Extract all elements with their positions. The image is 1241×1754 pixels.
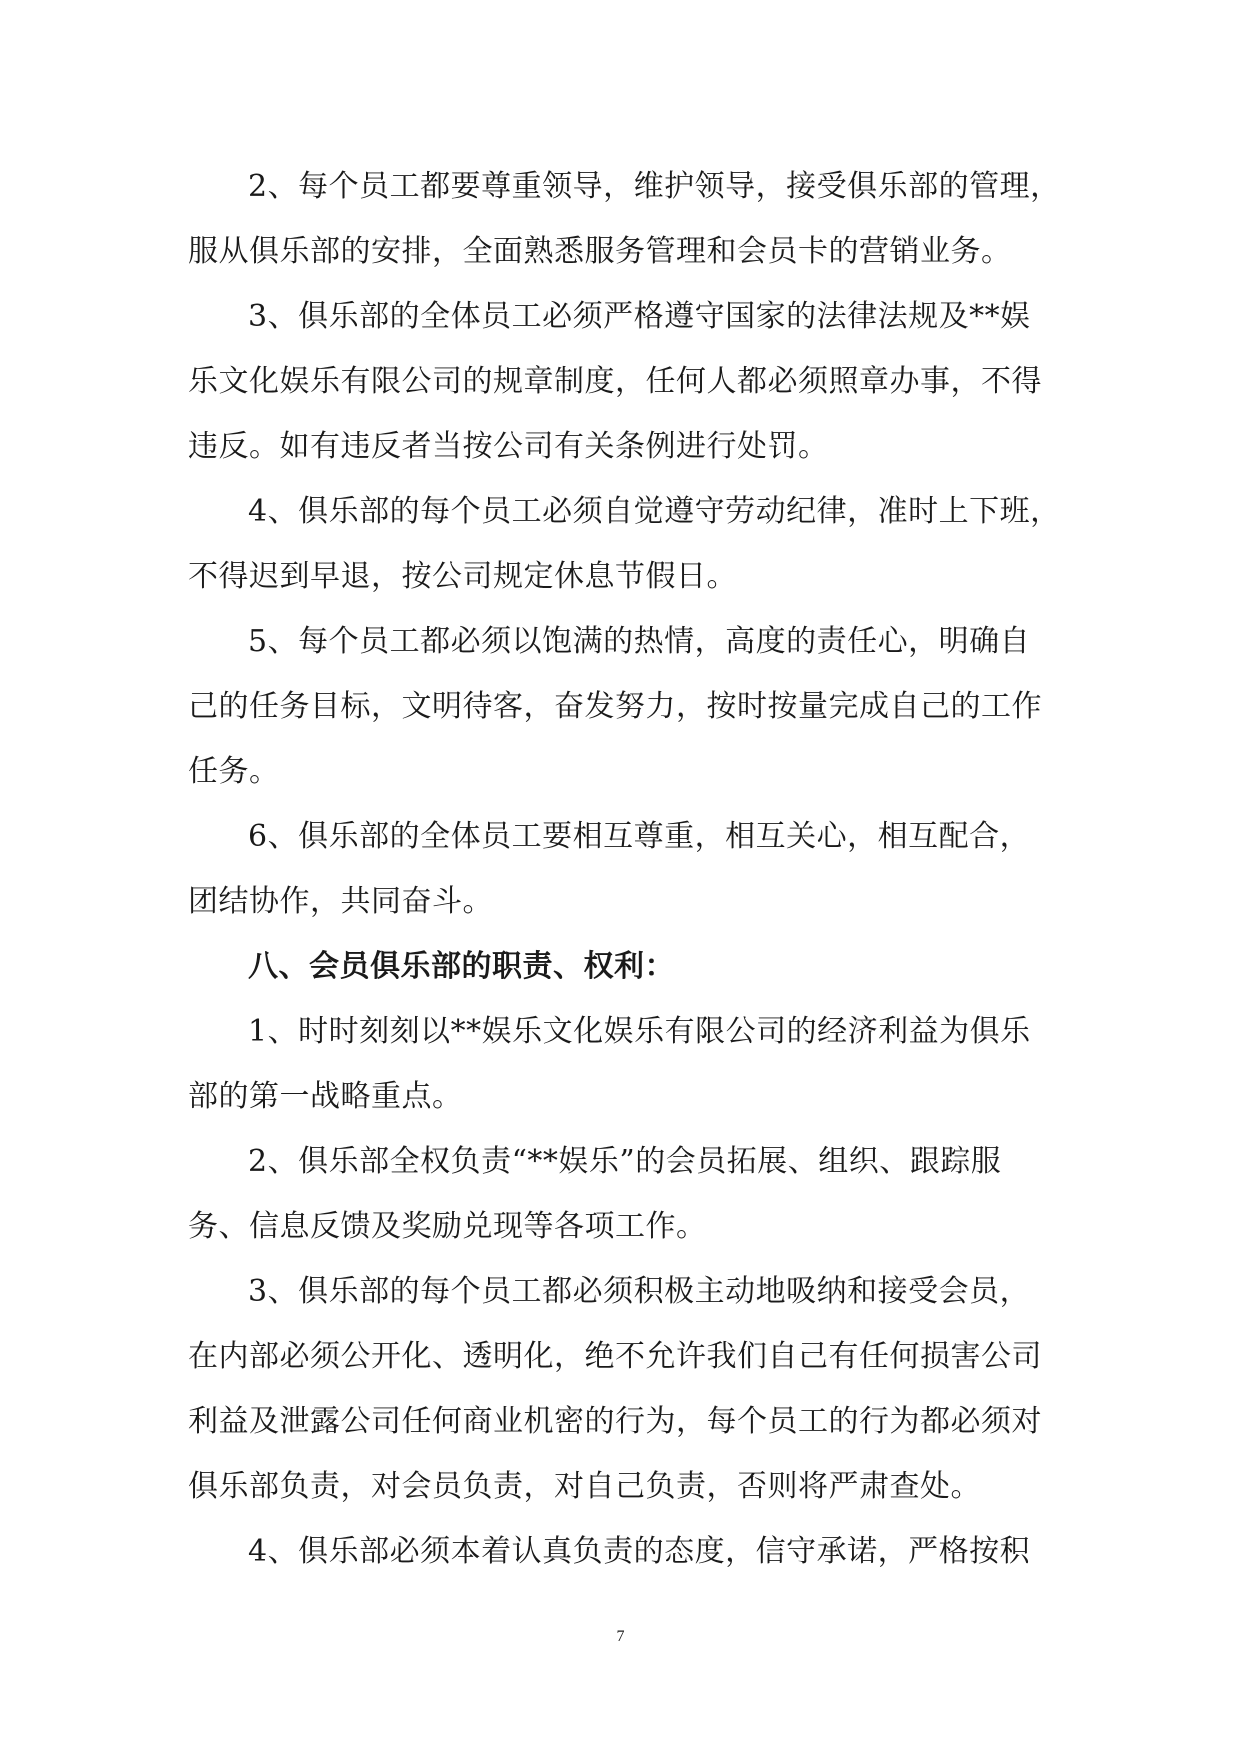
text-line: 不得迟到早退，按公司规定休息节假日。 xyxy=(188,559,737,594)
text-line: 己的任务目标，文明待客，奋发努力，按时按量完成自己的工作 xyxy=(188,689,1042,724)
text-line: 利益及泄露公司任何商业机密的行为，每个员工的行为都必须对 xyxy=(188,1404,1042,1439)
text-line: 2、每个员工都要尊重领导，维护领导，接受俱乐部的管理， xyxy=(248,169,1061,204)
text-line: 部的第一战略重点。 xyxy=(188,1079,463,1114)
page-number: 7 xyxy=(616,1628,625,1645)
text-line: 违反。如有违反者当按公司有关条例进行处罚。 xyxy=(188,429,829,464)
body-text xyxy=(188,154,1061,1584)
text-line: 在内部必须公开化、透明化，绝不允许我们自己有任何损害公司 xyxy=(188,1339,1042,1374)
text-line: 务、信息反馈及奖励兑现等各项工作。 xyxy=(188,1209,707,1244)
text-line: 2、俱乐部全权负责“**娱乐”的会员拓展、组织、跟踪服 xyxy=(248,1144,1002,1179)
text-line: 6、俱乐部的全体员工要相互尊重，相互关心，相互配合， xyxy=(248,819,1031,854)
text-line: 乐文化娱乐有限公司的规章制度，任何人都必须照章办事，不得 xyxy=(188,364,1042,399)
section-heading: 八、会员俱乐部的职责、权利： xyxy=(248,949,675,984)
text-line: 4、俱乐部的每个员工必须自觉遵守劳动纪律，准时上下班， xyxy=(248,494,1061,529)
text-line: 俱乐部负责，对会员负责，对自己负责，否则将严肃查处。 xyxy=(188,1469,981,1504)
text-line: 任务。 xyxy=(188,754,280,789)
text-line: 1、时时刻刻以**娱乐文化娱乐有限公司的经济利益为俱乐 xyxy=(248,1014,1031,1049)
text-line: 团结协作，共同奋斗。 xyxy=(188,884,493,919)
text-line: 4、俱乐部必须本着认真负责的态度，信守承诺，严格按积 xyxy=(248,1534,1031,1569)
text-line: 服从俱乐部的安排，全面熟悉服务管理和会员卡的营销业务。 xyxy=(188,234,1012,269)
text-line: 5、每个员工都必须以饱满的热情，高度的责任心，明确自 xyxy=(248,624,1031,659)
text-line: 3、俱乐部的每个员工都必须积极主动地吸纳和接受会员， xyxy=(248,1274,1031,1309)
text-line: 3、俱乐部的全体员工必须严格遵守国家的法律法规及**娱 xyxy=(248,299,1031,334)
